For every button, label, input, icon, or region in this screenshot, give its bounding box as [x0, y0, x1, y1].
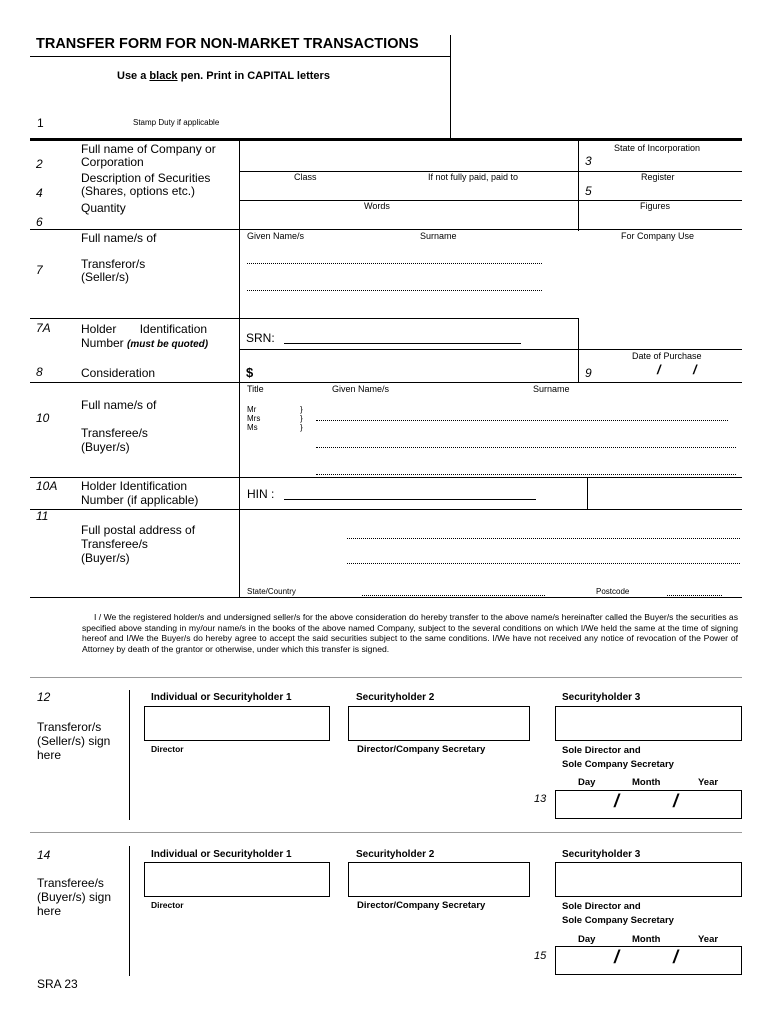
securities-class-field[interactable] [240, 183, 577, 200]
transferee-holder1-heading: Individual or Securityholder 1 [151, 849, 292, 860]
transferee-year-label: Year [698, 934, 719, 945]
transferee-holder3-heading: Securityholder 3 [562, 849, 641, 860]
transferor-signature-box-2[interactable] [348, 706, 530, 741]
transferor-holder2-heading: Securityholder 2 [356, 692, 435, 703]
row-number-3: 3 [585, 154, 592, 168]
row-number-8: 8 [36, 365, 43, 379]
transferor-signature-box-3[interactable] [555, 706, 742, 741]
transferor-seller-label: Transferor/s (Seller/s) [81, 257, 146, 284]
row-number-6: 6 [36, 215, 43, 229]
state-incorporation-field[interactable] [598, 156, 741, 171]
title-brace: } } } [300, 405, 303, 432]
postal-address-label: Full postal address of Transferee/s (Buyer/s) [81, 523, 196, 565]
quantity-words-label: Words [364, 201, 390, 211]
row-number-12: 12 [37, 690, 51, 704]
transferee-name-line-3[interactable] [316, 474, 736, 475]
row-number-11: 11 [36, 509, 49, 523]
transferee-buyer-label: Transferee/s (Buyer/s) [81, 426, 148, 454]
state-country-field[interactable] [362, 595, 545, 596]
transferee-signature-box-1[interactable] [144, 862, 330, 897]
transferee-name-label: Full name/s of [81, 398, 157, 412]
purchase-date-sep-2: / [693, 362, 697, 377]
row-number-10a: 10A [36, 479, 58, 493]
form-title: TRANSFER FORM FOR NON-MARKET TRANSACTIONS [36, 36, 419, 52]
securities-description-label: Description of Securities (Shares, options etc.) [81, 171, 211, 198]
transferor-date-sep-2: / [673, 791, 679, 811]
transferee-given-label: Given Name/s [332, 384, 390, 394]
transferee-director-label: Director [151, 900, 184, 910]
stamp-duty-label: Stamp Duty if applicable [133, 118, 220, 127]
not-fully-paid-label: If not fully paid, paid to [428, 172, 519, 182]
srn-label: SRN: [246, 331, 275, 345]
row-number-7: 7 [36, 263, 43, 277]
transferee-signature-box-2[interactable] [348, 862, 530, 897]
quantity-figures-field[interactable] [579, 212, 741, 229]
title-options[interactable]: Mr Mrs Ms [247, 405, 261, 432]
transferee-month-label: Month [632, 934, 661, 945]
transferor-date-field[interactable] [555, 790, 742, 819]
quantity-words-field[interactable] [240, 212, 577, 229]
transferee-director-secretary-label: Director/Company Secretary [357, 900, 486, 911]
register-label: Register [641, 172, 675, 182]
transferee-date-field[interactable] [555, 946, 742, 975]
transferor-name-label: Full name/s of [81, 231, 157, 245]
title-label: Title [247, 384, 264, 394]
transferee-name-line-1[interactable] [316, 420, 728, 421]
transferee-date-sep-2: / [673, 947, 679, 967]
declaration-text: I / We the registered holder/s and undersigned seller/s for the above consideration do hereby transfer to the above name/s hereinafter called the Buyer/s the securities as specified above standing in my/our name/s in the books of the above named Company, subject to the several conditions on which I/We held the same at the time of signing hereof and I/We the Buyer/s do hereby agree to accept the said securities subject to the same conditions. I/We have not received any notice of revocation of the Power of Attorney by death of the grantor or otherwise, under which this transfer is signed. [82, 612, 738, 654]
class-label: Class [294, 172, 317, 182]
purchase-date-sep-1: / [657, 362, 661, 377]
currency-symbol: $ [246, 365, 254, 380]
transferor-name-line-2[interactable] [247, 290, 542, 291]
transferee-signature-box-3[interactable] [555, 862, 742, 897]
transferee-surname-label: Surname [533, 384, 570, 394]
transferor-director-label: Director [151, 744, 184, 754]
address-line-2[interactable] [347, 563, 740, 564]
transferor-holder3-heading: Securityholder 3 [562, 692, 641, 703]
row-number-13: 13 [534, 793, 547, 805]
transferee-date-sep-1: / [614, 947, 620, 967]
quantity-label: Quantity [81, 201, 126, 215]
company-name-label: Full name of Company or Corporation [81, 142, 216, 169]
address-line-1[interactable] [347, 538, 740, 539]
transferor-date-sep-1: / [614, 791, 620, 811]
row-number-15: 15 [534, 950, 547, 962]
row-number-7a: 7A [36, 321, 51, 335]
row-number-1: 1 [37, 116, 44, 130]
srn-field[interactable] [284, 343, 521, 344]
row-number-2: 2 [36, 157, 43, 171]
instruction: Use a black pen. Print in CAPITAL letters [117, 70, 330, 82]
transferor-name-line-1[interactable] [247, 263, 542, 264]
row-number-10: 10 [36, 411, 50, 425]
transferor-director-secretary-label: Director/Company Secretary [357, 744, 486, 755]
transferee-sign-label: Transferee/s (Buyer/s) sign here [37, 876, 112, 918]
transferor-sole-director-label: Sole Director and Sole Company Secretary [562, 745, 674, 770]
transferor-signature-box-1[interactable] [144, 706, 330, 741]
date-of-purchase-label: Date of Purchase [632, 351, 702, 361]
transferee-name-line-2[interactable] [316, 447, 736, 448]
form-code: SRA 23 [37, 977, 78, 991]
company-name-field[interactable] [240, 141, 577, 171]
hin-label: HIN : [247, 487, 275, 501]
transferor-day-label: Day [578, 777, 596, 788]
transferor-year-label: Year [698, 777, 719, 788]
row-number-14: 14 [37, 848, 51, 862]
postcode-field[interactable] [667, 595, 722, 596]
quantity-figures-label: Figures [640, 201, 671, 211]
transferee-sole-director-label: Sole Director and Sole Company Secretary [562, 901, 674, 926]
row-number-4: 4 [36, 186, 43, 200]
transferor-holder1-heading: Individual or Securityholder 1 [151, 692, 292, 703]
holder-id-label: Holder Identification [81, 322, 208, 336]
transferee-holder2-heading: Securityholder 2 [356, 849, 435, 860]
company-use-label: For Company Use [621, 231, 695, 241]
transferor-surname-label: Surname [420, 231, 457, 241]
consideration-label: Consideration [81, 366, 156, 380]
transferor-sign-label: Transferor/s (Seller/s) sign here [37, 720, 111, 762]
transferor-given-label: Given Name/s [247, 231, 305, 241]
transferee-day-label: Day [578, 934, 596, 945]
hin-holder-label: Holder Identification Number (if applicable) [81, 479, 199, 507]
row-number-5: 5 [585, 184, 592, 198]
state-incorporation-label: State of Incorporation [614, 143, 701, 153]
state-country-label: State/Country [247, 587, 296, 596]
row-number-9: 9 [585, 366, 592, 380]
consideration-field[interactable] [258, 360, 577, 381]
postcode-label: Postcode [596, 587, 630, 596]
transferor-month-label: Month [632, 777, 661, 788]
holder-id-number-label: Number (must be quoted) [81, 336, 209, 350]
hin-field[interactable] [284, 499, 536, 500]
